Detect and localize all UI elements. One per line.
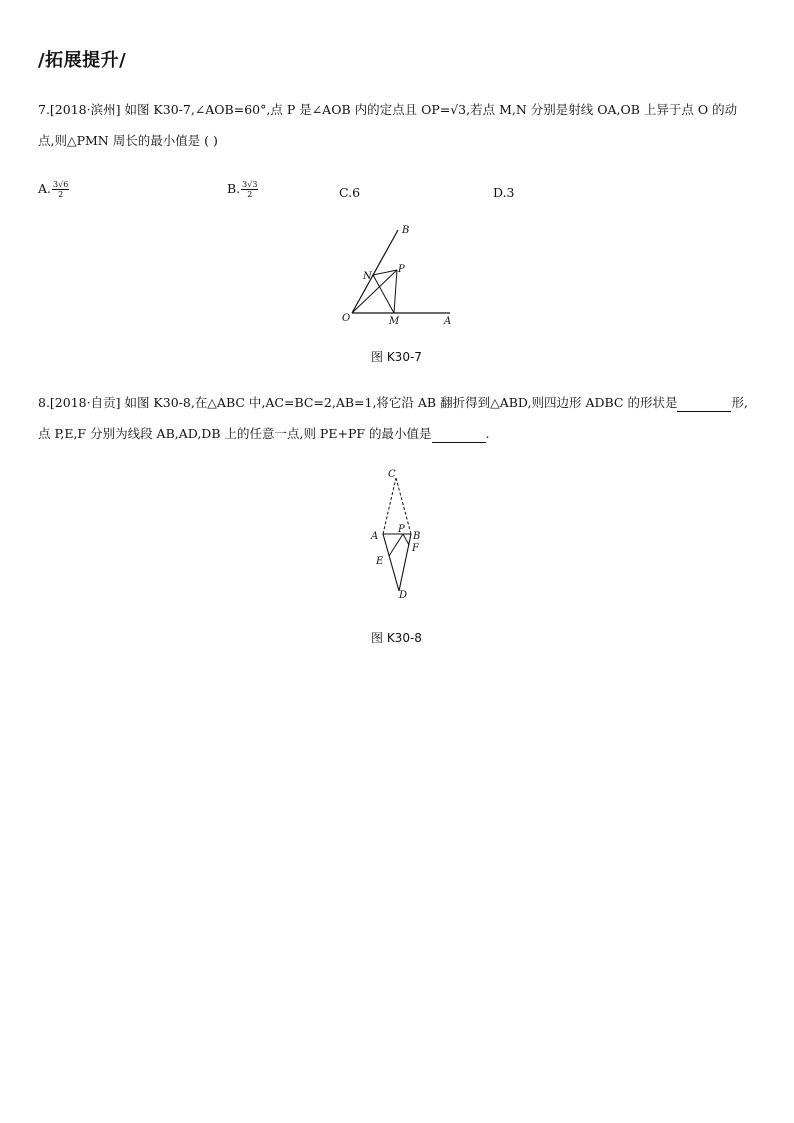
label-f: F xyxy=(412,543,419,554)
figure-k30-8 xyxy=(365,462,435,602)
q7-option-b[interactable] xyxy=(227,180,258,199)
segment-ad xyxy=(383,534,399,591)
q7-option-c[interactable]: C.6 xyxy=(339,185,361,200)
caption-k30-7: 图 K30-7 xyxy=(371,350,422,364)
label-o: O xyxy=(342,313,351,324)
label-p: P xyxy=(398,524,405,535)
label-a: A xyxy=(371,531,379,542)
q7-option-a[interactable] xyxy=(38,180,69,199)
q8-text-line2 xyxy=(38,426,490,443)
segment-np xyxy=(373,270,397,275)
q8-line1-text: 8.[2018·自贡] 如图 K30-8,在△ABC 中,AC=BC=2,AB=1,将它沿 AB 翻折得到△ABD,则四边形 ADBC 的形状是 xyxy=(38,395,678,410)
segment-pm xyxy=(394,270,397,313)
q7-option-a-numerator: 3√6 xyxy=(53,180,69,189)
segment-nm xyxy=(373,275,394,313)
q7-option-b-fraction xyxy=(241,180,258,199)
q7-option-b-numerator: 3√3 xyxy=(242,180,258,189)
segment-ep xyxy=(389,534,403,556)
label-b: B xyxy=(413,531,421,542)
segment-ac-dashed xyxy=(383,478,396,534)
q7-option-b-label: B. xyxy=(227,181,241,196)
segment-pf xyxy=(403,534,409,545)
figure-k30-7 xyxy=(330,218,470,336)
label-a: A xyxy=(444,316,452,327)
segment-bd xyxy=(399,534,411,591)
label-d: D xyxy=(399,590,408,601)
q8-line2-text: 点 P,E,F 分别为线段 AB,AD,DB 上的任意一点,则 PE+PF 的最小值是 xyxy=(38,426,432,441)
label-n: N xyxy=(363,271,372,282)
label-p: P xyxy=(398,264,405,275)
label-e: E xyxy=(376,556,384,567)
caption-k30-8: 图 K30-8 xyxy=(371,631,422,645)
q8-text-line1 xyxy=(38,395,748,412)
q7-option-d[interactable]: D.3 xyxy=(493,185,515,200)
q8-answer-blank-2[interactable] xyxy=(432,426,486,443)
q7-text-line2: 点,则△PMN 周长的最小值是 ( ) xyxy=(38,133,218,148)
q7-option-a-label: A. xyxy=(38,181,52,196)
q7-option-a-fraction xyxy=(52,180,69,199)
q7-text-line1: 7.[2018·滨州] 如图 K30-7,∠AOB=60°,点 P 是∠AOB 内的定点且 OP=√3,若点 M,N 分别是射线 OA,OB 上异于点 O 的动 xyxy=(38,102,738,117)
q7-option-a-denominator: 2 xyxy=(58,190,64,199)
section-title: /拓展提升/ xyxy=(38,50,127,71)
q7-option-b-denominator: 2 xyxy=(247,190,253,199)
q8-line1-suffix: 形, xyxy=(731,395,748,410)
label-b: B xyxy=(402,225,410,236)
q8-answer-blank-1[interactable] xyxy=(677,395,731,412)
q8-line2-suffix: . xyxy=(485,426,490,441)
label-m: M xyxy=(389,316,400,327)
label-c: C xyxy=(388,469,396,480)
